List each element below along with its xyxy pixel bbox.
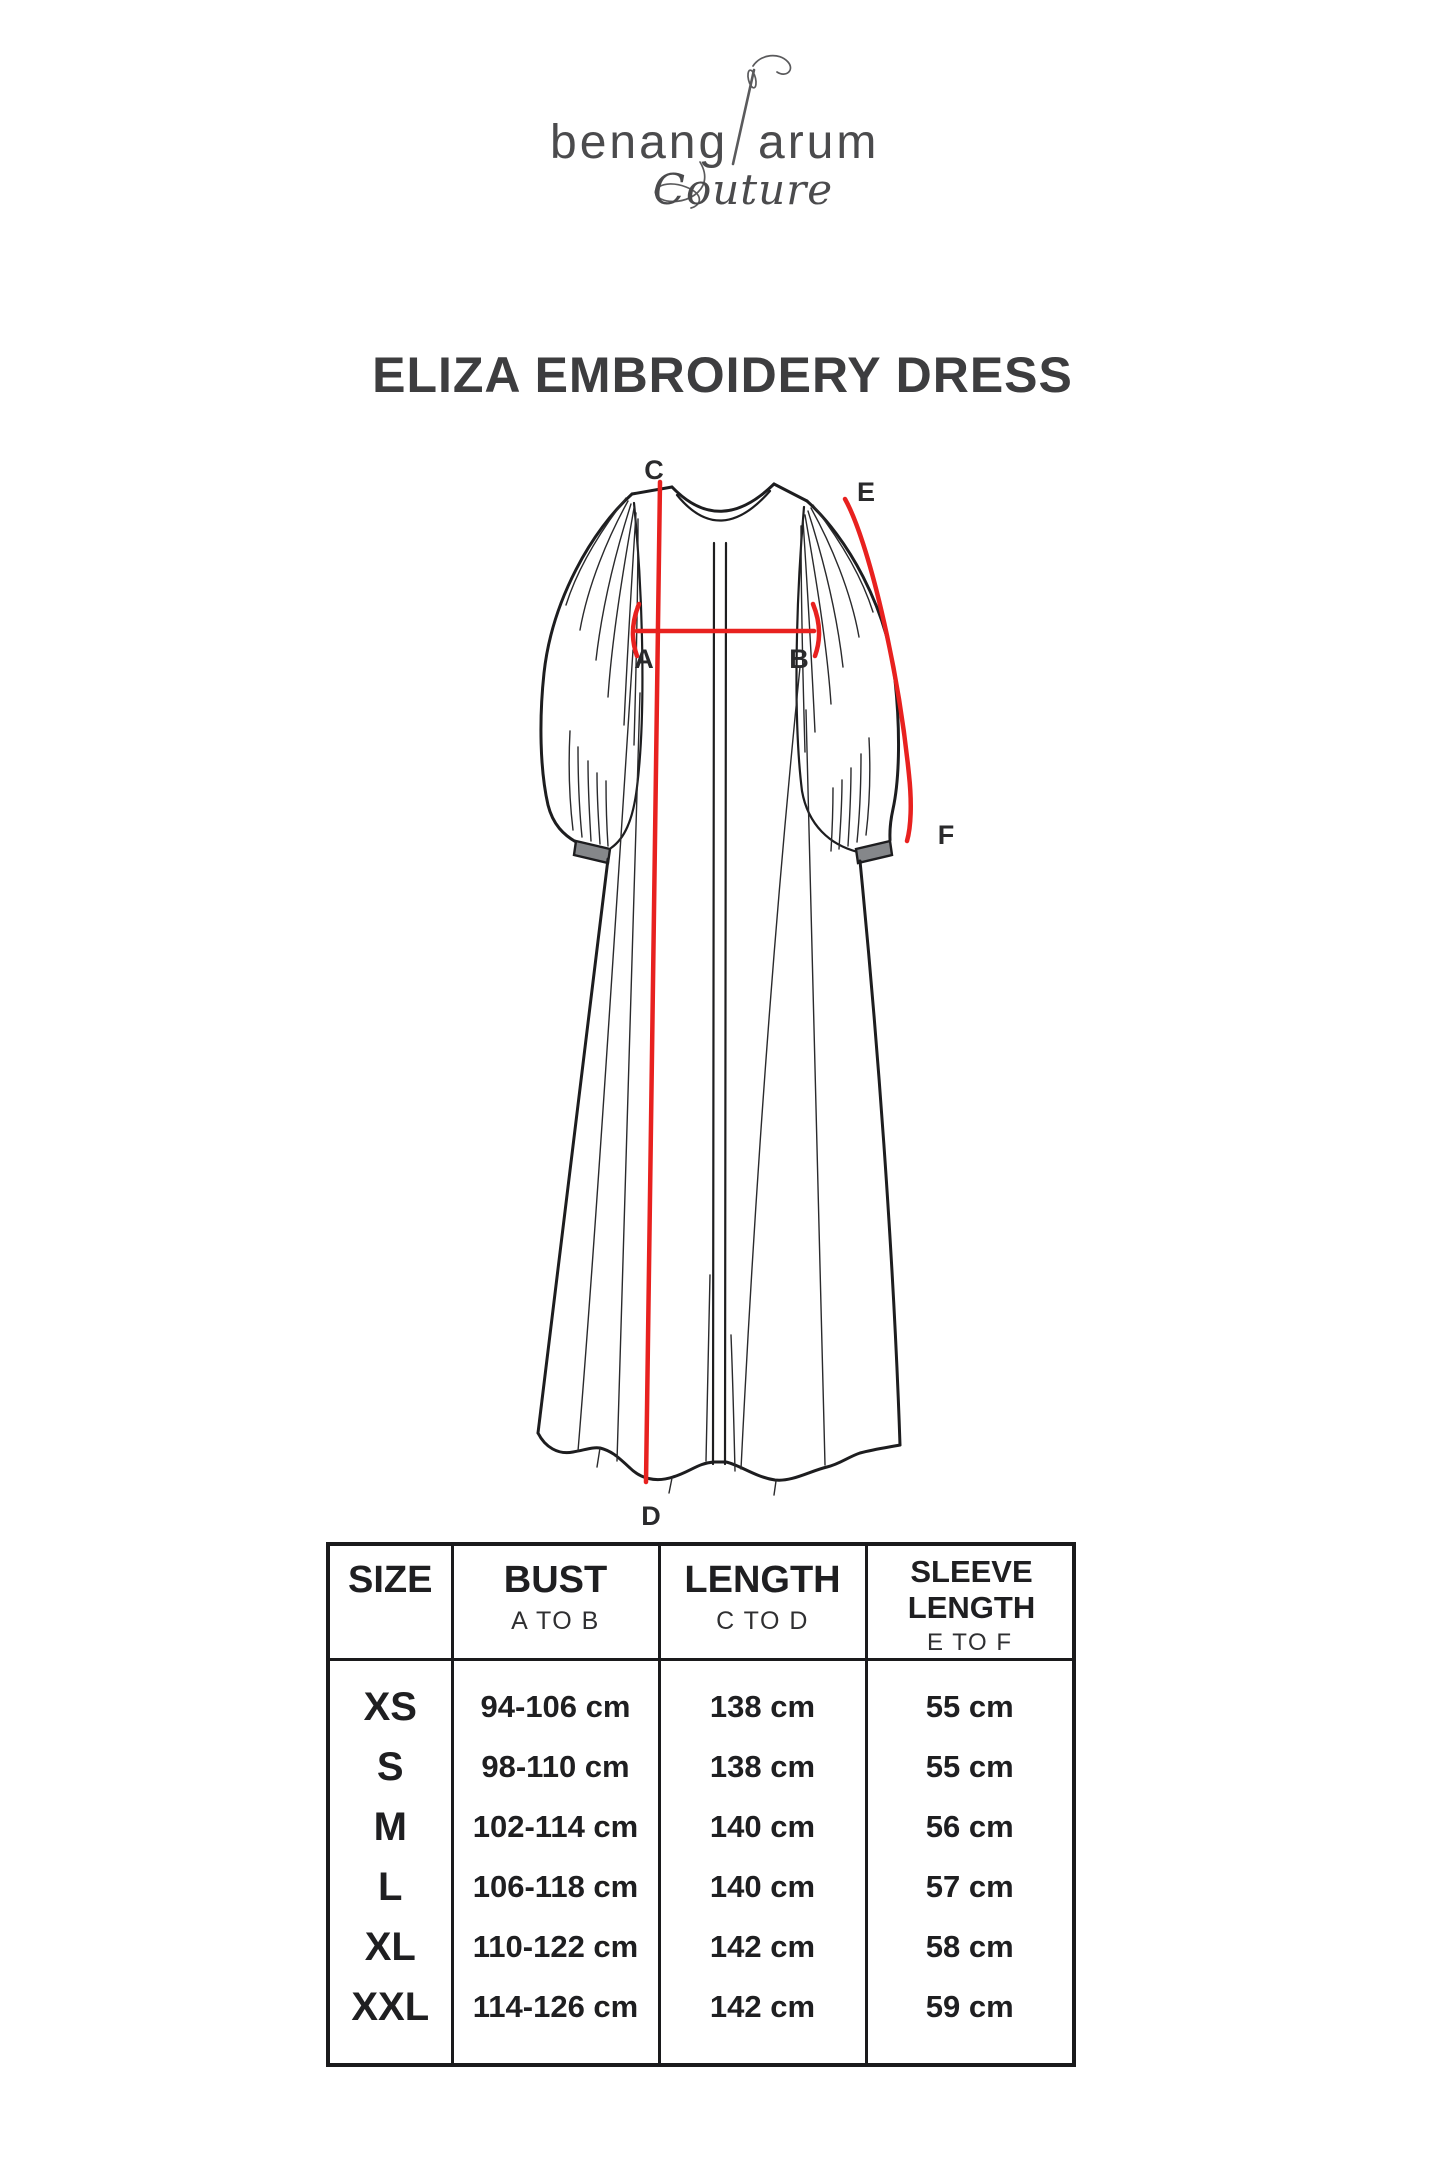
table-bottom-spacer: [328, 2037, 1074, 2065]
header-size: SIZE: [328, 1544, 452, 1660]
length-cell: 140 cm: [659, 1797, 866, 1857]
dress-diagram: [440, 425, 1000, 1535]
size-cell: L: [328, 1857, 452, 1917]
dress-diagram-art: [440, 425, 1000, 1535]
marker-c: C: [644, 455, 664, 485]
brand-wordmark-right: arum: [758, 116, 880, 169]
sleeve-cell: 55 cm: [925, 1689, 1014, 1724]
size-chart-header: [328, 1544, 1074, 1660]
bust-cell: 106-118 cm: [452, 1857, 659, 1917]
size-cell: M: [328, 1797, 452, 1857]
length-cell: 142 cm: [659, 1977, 866, 2037]
bust-cell: 114-126 cm: [452, 1977, 659, 2037]
size-row-xxl: [328, 1977, 1074, 2037]
front-placket: [713, 543, 726, 1464]
brand-logo: [462, 52, 982, 222]
marker-d: D: [641, 1501, 661, 1531]
size-row-xl: [328, 1917, 1074, 1977]
size-row-xs: [328, 1660, 1074, 1738]
marker-f: F: [937, 820, 955, 850]
right-cuff: [856, 841, 892, 863]
sleeve-cell: 59 cm: [925, 1989, 1014, 2024]
marker-a: A: [634, 644, 654, 674]
left-cuff: [574, 841, 610, 863]
sleeve-line-e-f: [845, 499, 911, 841]
hem-line: [538, 1433, 900, 1480]
page-title: ELIZA EMBROIDERY DRESS: [372, 347, 1073, 403]
bust-cell: 110-122 cm: [452, 1917, 659, 1977]
dress-outline: [538, 484, 900, 1480]
sleeve-cell: 56 cm: [925, 1809, 1014, 1844]
header-length: LENGTH C TO D: [659, 1544, 866, 1660]
brand-logo-art: [462, 52, 982, 222]
bust-cell: 102-114 cm: [452, 1797, 659, 1857]
size-cell: S: [328, 1737, 452, 1797]
brand-wordmark-left: benang: [550, 116, 729, 169]
size-chart-table: [326, 1542, 1076, 2067]
length-cell: 142 cm: [659, 1917, 866, 1977]
length-cell: 138 cm: [659, 1737, 866, 1797]
bust-cell: 94-106 cm: [452, 1660, 659, 1738]
marker-b: B: [789, 644, 809, 674]
length-cell: 138 cm: [659, 1660, 866, 1738]
sleeve-cell: 57 cm: [925, 1869, 1014, 1904]
size-row-l: [328, 1857, 1074, 1917]
measurement-markers: [634, 455, 954, 1531]
marker-e: E: [856, 477, 876, 507]
header-bust: BUST A TO B: [452, 1544, 659, 1660]
header-sleeve-length: SLEEVE LENGTH E TO F: [866, 1544, 1074, 1660]
gather-lines: [566, 498, 873, 1495]
size-cell: XXL: [328, 1977, 452, 2037]
size-row-s: [328, 1737, 1074, 1797]
bust-cell: 98-110 cm: [452, 1737, 659, 1797]
sleeve-cell: 58 cm: [925, 1929, 1014, 1964]
sleeve-cell: 55 cm: [925, 1749, 1014, 1784]
length-cell: 140 cm: [659, 1857, 866, 1917]
size-cell: XL: [328, 1917, 452, 1977]
size-row-m: [328, 1797, 1074, 1857]
brand-tagline: Couture: [652, 165, 834, 214]
size-cell: XS: [328, 1660, 452, 1738]
